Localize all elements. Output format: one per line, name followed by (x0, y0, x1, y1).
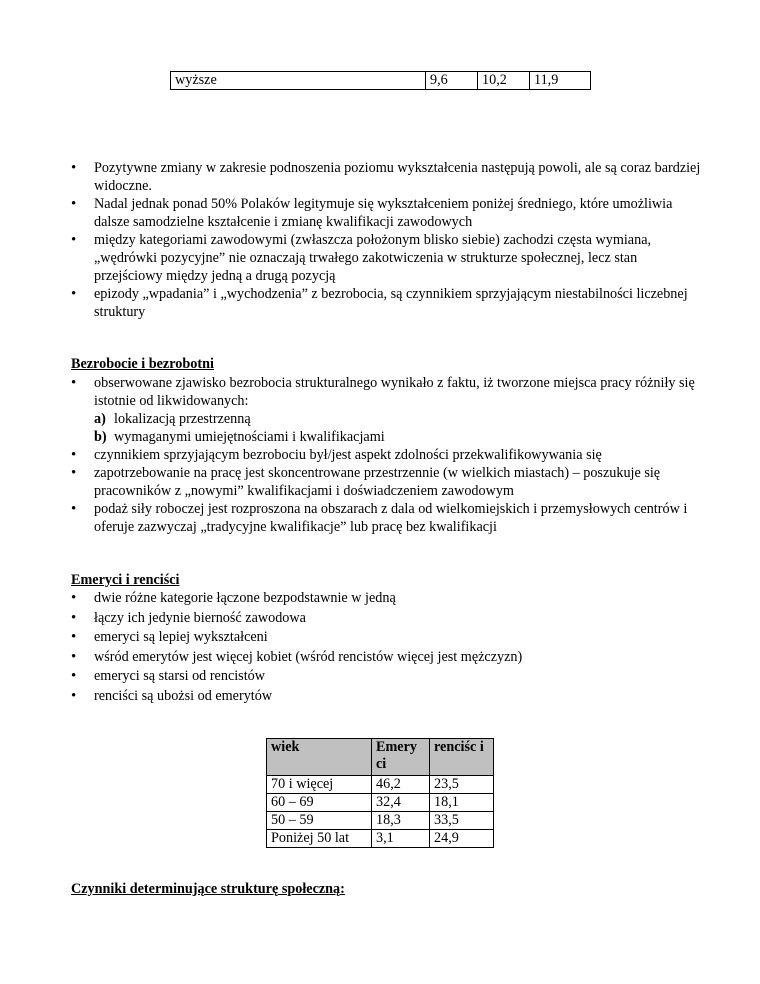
list-item: • renciści są ubożsi od emerytów (71, 687, 701, 707)
sub-item-text: wymaganymi umiejętnościami i kwalifikacjami (114, 429, 385, 445)
table-cell: 33,5 (430, 812, 494, 830)
table-cell: 18,3 (372, 812, 430, 830)
list-item-text: obserwowane zjawisko bezrobocia strukturalnego wynikało z faktu, iż tworzone miejsca pracy różniły się istotnie od likwidowanych: (94, 375, 695, 409)
table-row (267, 794, 494, 812)
list-item: • emeryci są starsi od rencistów (71, 667, 701, 687)
sub-item (94, 428, 701, 446)
table-row (267, 812, 494, 830)
list-item: • między kategoriami zawodowymi (zwłaszcza położonym blisko siebie) zachodzi częsta wymiana, „wędrówki pozycyjne” nie oznaczają trwałego zakotwiczenia w strukturze społecznej, lecz stan przejściowy między jedną a drugą pozycją (71, 231, 701, 285)
table-cell: 9,6 (426, 72, 478, 90)
sub-item-text: lokalizacją przestrzenną (114, 411, 251, 427)
table-cell: 70 i więcej (267, 776, 372, 794)
pensioners-bullet-list (71, 589, 701, 707)
list-item: • Pozytywne zmiany w zakresie podnoszenia poziomu wykształcenia następują powoli, ale są coraz bardziej widoczne. (71, 159, 701, 195)
list-item: • dwie różne kategorie łączone bezpodstawnie w jedną (71, 589, 701, 609)
table-cell: wyższe (171, 72, 426, 90)
sub-item (94, 410, 701, 428)
table-row (171, 72, 591, 90)
table-row (267, 776, 494, 794)
list-item: • wśród emerytów jest więcej kobiet (wśród rencistów więcej jest mężczyzn) (71, 648, 701, 668)
age-table (266, 738, 494, 848)
table-row (267, 830, 494, 848)
table-header-row (267, 739, 494, 776)
sub-item-marker: a) (94, 411, 106, 427)
section-heading-determinants: Czynniki determinujące strukturę społeczną: (71, 881, 345, 897)
table-cell: 60 – 69 (267, 794, 372, 812)
list-item: • podaż siły roboczej jest rozproszona na obszarach z dala od wielkomiejskich i przemysłowych centrów i oferuje zazwyczaj „tradycyjne kwalifikacje” lub pracę bez kwalifikacji (71, 500, 701, 536)
section-heading-pensioners: Emeryci i renciści (71, 572, 180, 588)
section-heading-unemployment: Bezrobocie i bezrobotni (71, 356, 214, 372)
table-cell: 23,5 (430, 776, 494, 794)
table-cell: 46,2 (372, 776, 430, 794)
education-table (170, 71, 591, 90)
list-item: • zapotrzebowanie na pracę jest skoncentrowane przestrzennie (w wielkich miastach) – poszukuje się pracowników z „nowymi” kwalifikacjami i doświadczeniem zawodowym (71, 464, 701, 500)
list-item (71, 374, 701, 446)
intro-bullet-list (71, 159, 701, 321)
list-item: • emeryci są lepiej wykształceni (71, 628, 701, 648)
list-item: • czynnikiem sprzyjającym bezrobociu był/jest aspekt zdolności przekwalifikowywania się (71, 446, 701, 464)
table-cell: 24,9 (430, 830, 494, 848)
table-cell: Poniżej 50 lat (267, 830, 372, 848)
table-header-cell: renciśc i (430, 739, 494, 776)
list-item: • epizody „wpadania” i „wychodzenia” z bezrobocia, są czynnikiem sprzyjającym niestabilności liczebnej struktury (71, 285, 701, 321)
unemployment-bullet-list (71, 374, 701, 536)
table-cell: 3,1 (372, 830, 430, 848)
table-header-cell: wiek (267, 739, 372, 776)
table-header-cell: Emery ci (372, 739, 430, 776)
table-cell: 11,9 (530, 72, 591, 90)
table-cell: 10,2 (478, 72, 530, 90)
table-cell: 18,1 (430, 794, 494, 812)
sub-item-marker: b) (94, 429, 107, 445)
table-cell: 50 – 59 (267, 812, 372, 830)
table-cell: 32,4 (372, 794, 430, 812)
list-item: • łączy ich jedynie bierność zawodowa (71, 609, 701, 629)
list-item: • Nadal jednak ponad 50% Polaków legitymuje się wykształceniem poniżej średniego, które umożliwia dalsze samodzielne kształcenie i zmianę kwalifikacji zawodowych (71, 195, 701, 231)
